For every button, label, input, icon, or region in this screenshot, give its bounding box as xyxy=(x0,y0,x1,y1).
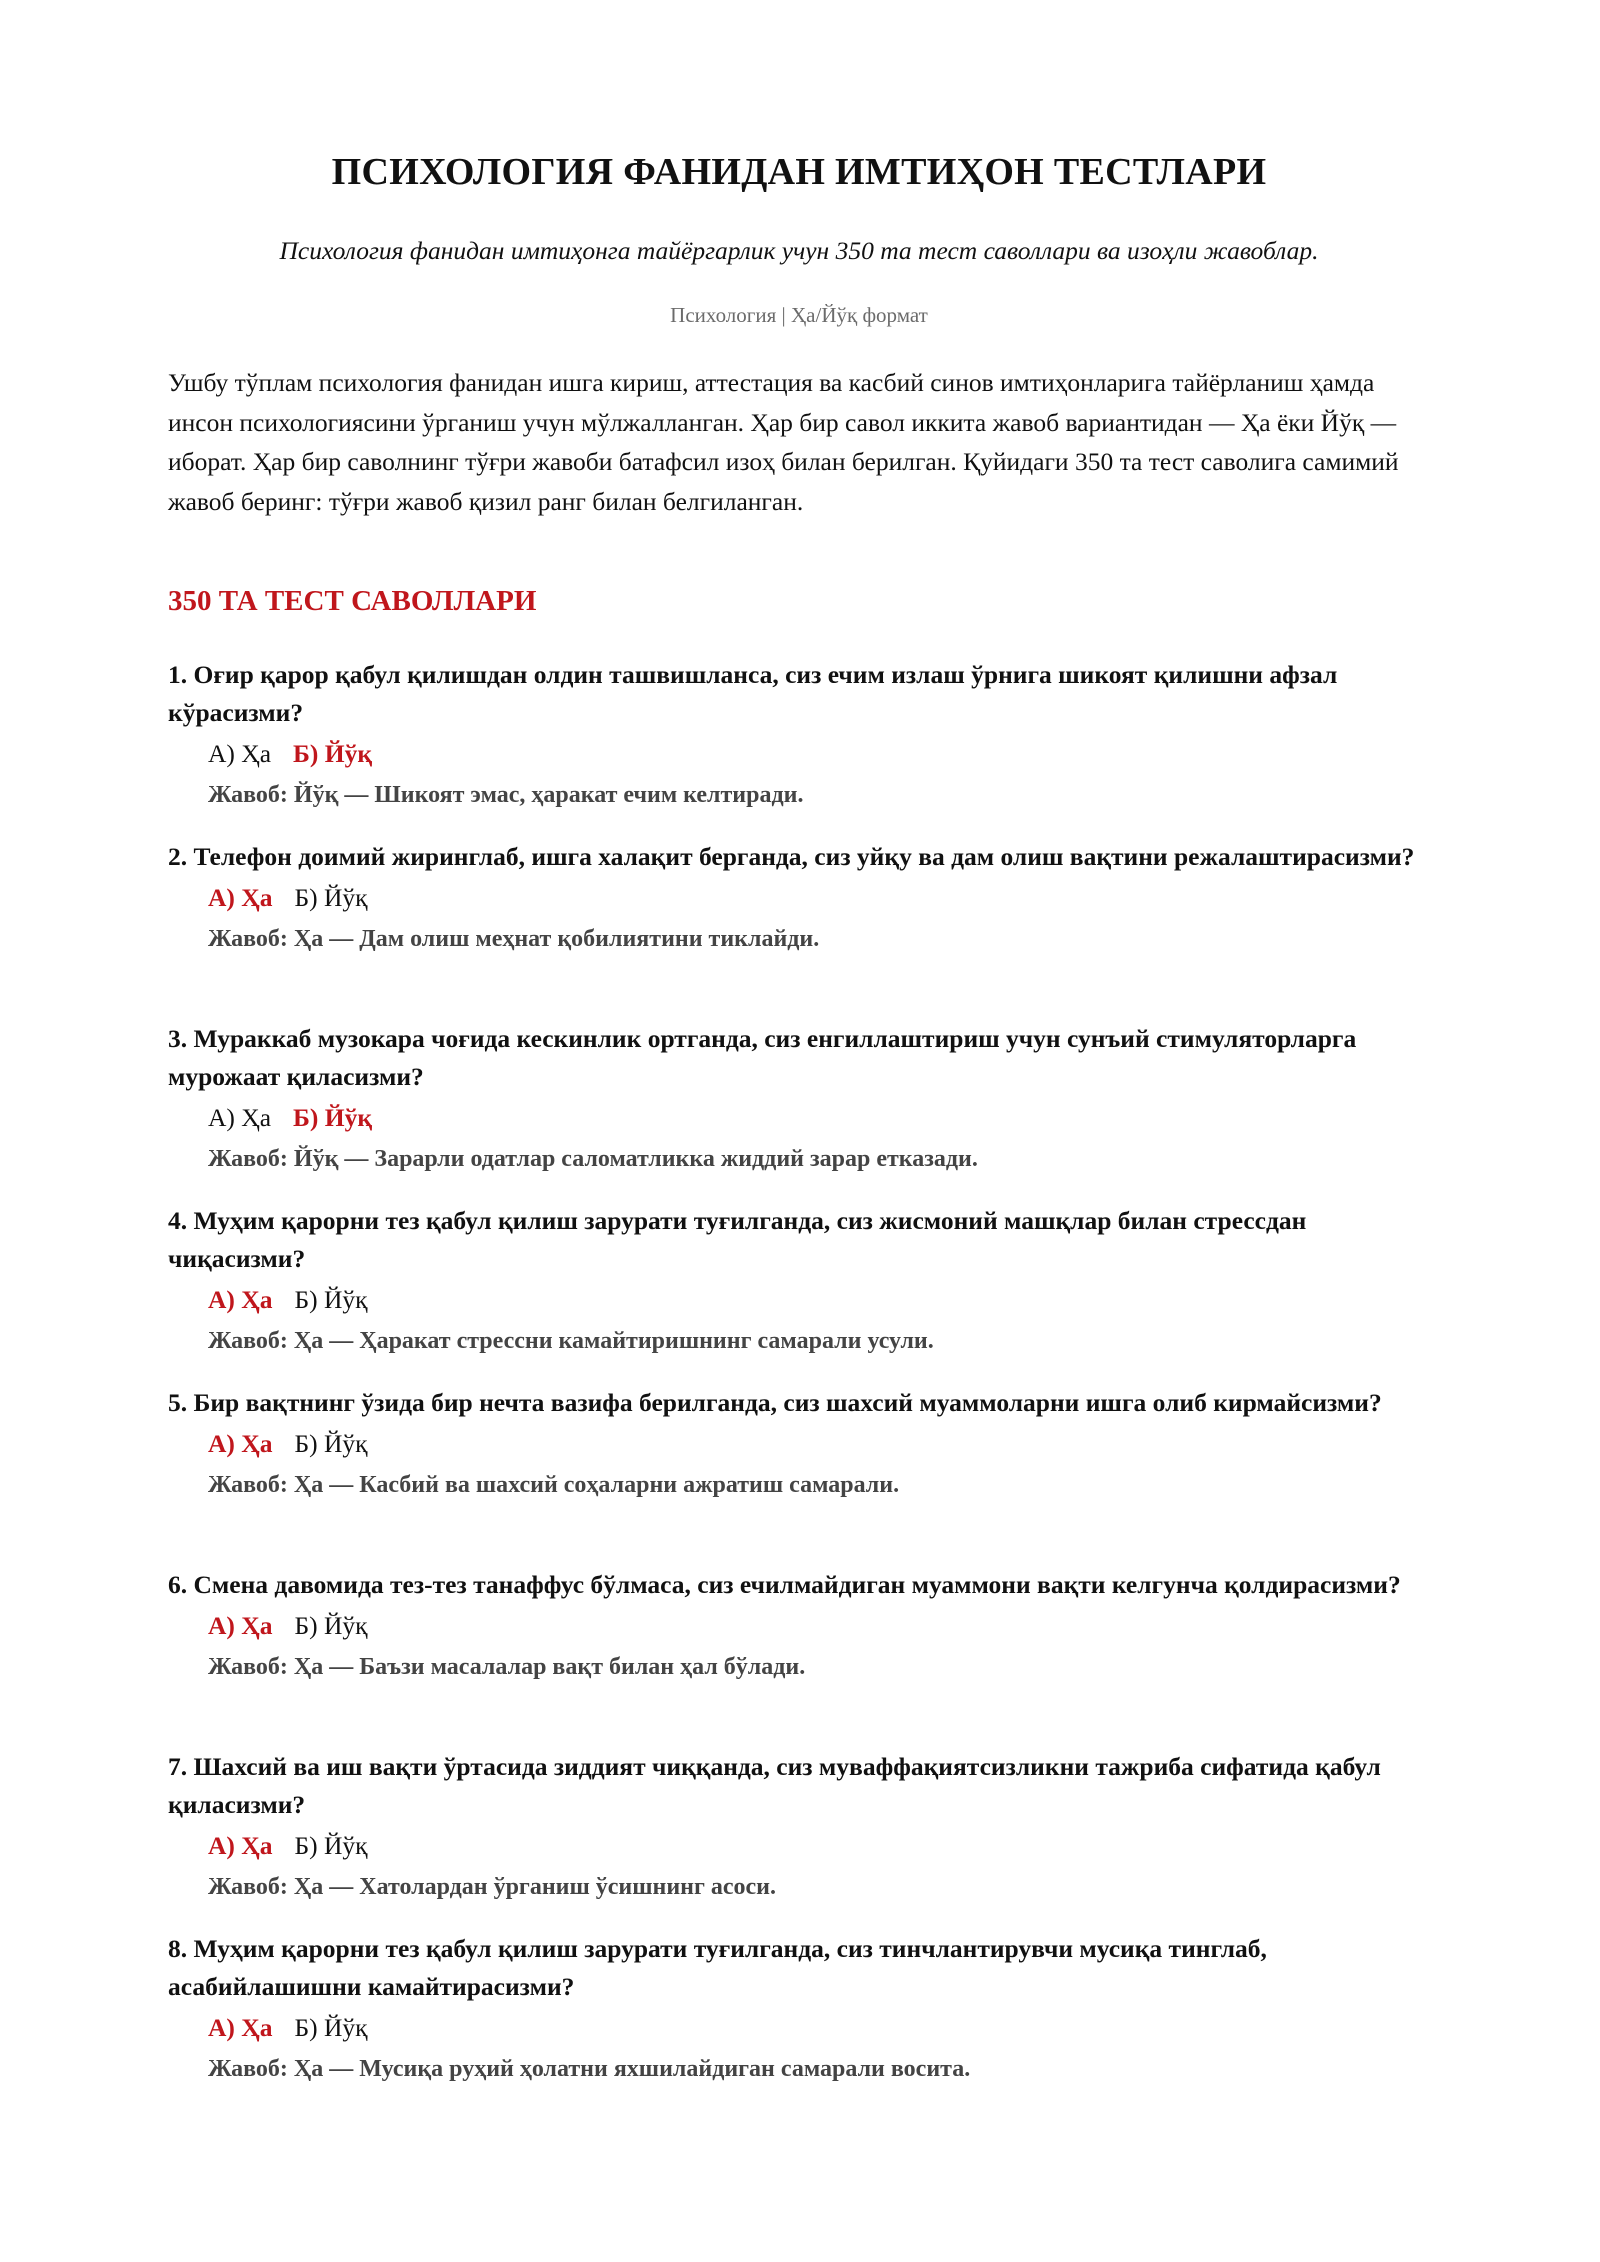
correct-option: А) Ҳа xyxy=(208,1611,273,1640)
answer-explanation: Жавоб: Ҳа — Баъзи масалалар вақт билан ҳал бўлади. xyxy=(208,1654,806,1680)
answer-options xyxy=(208,879,1430,917)
answer-explanation: Жавоб: Йўқ — Зарарли одатлар саломатликка жиддий зарар етказади. xyxy=(208,1146,978,1172)
question-text: 6. Смена давомида тез-тез танаффус бўлмаса, сиз ечилмайдиган муаммони вақти келгунча қолдирасизми? xyxy=(168,1570,1401,1599)
correct-option: А) Ҳа xyxy=(208,1429,273,1458)
answer-explanation: Жавоб: Ҳа — Хатолардан ўрганиш ўсишнинг асоси. xyxy=(208,1874,777,1900)
answer-options xyxy=(208,1827,1430,1865)
page-subtitle: Психология фанидан имтиҳонга тайёргарлик учун 350 та тест саволлари ва изоҳли жавоблар. xyxy=(279,236,1319,265)
question-item xyxy=(168,1202,1430,1384)
answer-option: Б) Йўқ xyxy=(294,1429,368,1458)
correct-option: А) Ҳа xyxy=(208,2013,273,2042)
answer-explanation: Жавоб: Ҳа — Мусиқа руҳий ҳолатни яхшилайдиган самарали восита. xyxy=(208,2056,971,2082)
question-item xyxy=(168,656,1430,838)
question-item xyxy=(168,1566,1430,1748)
answer-explanation: Жавоб: Ҳа — Ҳаракат стрессни камайтиришнинг самарали усули. xyxy=(208,1328,934,1354)
question-item xyxy=(168,1748,1430,1930)
correct-option: А) Ҳа xyxy=(208,883,273,912)
page-title: ПСИХОЛОГИЯ ФАНИДАН ИМТИҲОН ТЕСТЛАРИ xyxy=(331,151,1267,193)
answer-options xyxy=(208,1099,1430,1137)
answer-explanation: Жавоб: Йўқ — Шикоят эмас, ҳаракат ечим келтиради. xyxy=(208,782,804,808)
correct-option: А) Ҳа xyxy=(208,1285,273,1314)
answer-option: Б) Йўқ xyxy=(294,1285,368,1314)
answer-option: Б) Йўқ xyxy=(294,1831,368,1860)
answer-option: Б) Йўқ xyxy=(294,2013,368,2042)
subject-format-line: Психология | Ҳа/Йўқ формат xyxy=(670,303,928,327)
question-text: 2. Телефон доимий жиринглаб, ишга халақит берганда, сиз уйқу ва дам олиш вақтини режалаштирасизми? xyxy=(168,842,1415,871)
question-item xyxy=(168,1020,1430,1202)
question-text: 4. Муҳим қарорни тез қабул қилиш зарурати туғилганда, сиз жисмоний машқлар билан стрессдан чиқасизми? xyxy=(168,1206,1307,1273)
answer-explanation: Жавоб: Ҳа — Дам олиш меҳнат қобилиятини тиклайди. xyxy=(208,926,820,952)
correct-option: Б) Йўқ xyxy=(293,739,373,768)
correct-option: А) Ҳа xyxy=(208,1831,273,1860)
question-text: 1. Оғир қарор қабул қилишдан олдин ташвишланса, сиз ечим излаш ўрнига шикоят қилишни афзал кўрасизми? xyxy=(168,660,1338,727)
question-item xyxy=(168,1384,1430,1566)
question-item xyxy=(168,838,1430,1020)
intro-paragraph: Ушбу тўплам психология фанидан ишга кириш, аттестация ва касбий синов имтиҳонларига тайёрланиш ҳамда инсон психологиясини ўрганиш учун мўлжалланган. Ҳар бир савол иккита жавоб вариантидан — Ҳа ёки Йўқ — иборат. Ҳар бир саволнинг тўғри жавоби батафсил изоҳ билан берилган. Қуйидаги 350 та тест саволига самимий жавоб беринг: тўғри жавоб қизил ранг билан белгиланган. xyxy=(168,368,1399,516)
question-text: 8. Муҳим қарорни тез қабул қилиш зарурати туғилганда, сиз тинчлантирувчи мусиқа тинглаб, асабийлашишни камайтирасизми? xyxy=(168,1934,1267,2001)
answer-option: Б) Йўқ xyxy=(294,1611,368,1640)
answer-options xyxy=(208,735,1430,773)
answer-options xyxy=(208,2009,1430,2047)
question-text: 7. Шахсий ва иш вақти ўртасида зиддият чиққанда, сиз муваффақиятсизликни тажриба сифатида қабул қиласизми? xyxy=(168,1752,1381,1819)
answer-explanation: Жавоб: Ҳа — Касбий ва шахсий соҳаларни ажратиш самарали. xyxy=(208,1472,900,1498)
section-heading: 350 ТА ТЕСТ САВОЛЛАРИ xyxy=(168,585,537,617)
question-item xyxy=(168,1930,1430,2112)
answer-option: Б) Йўқ xyxy=(294,883,368,912)
answer-options xyxy=(208,1281,1430,1319)
question-text: 5. Бир вақтнинг ўзида бир нечта вазифа берилганда, сиз шахсий муаммоларни ишга олиб кирмайсизми? xyxy=(168,1388,1382,1417)
answer-option: А) Ҳа xyxy=(208,1103,272,1132)
answer-option: А) Ҳа xyxy=(208,739,272,768)
answer-options xyxy=(208,1607,1430,1645)
correct-option: Б) Йўқ xyxy=(293,1103,373,1132)
question-list xyxy=(168,656,1430,2112)
answer-options xyxy=(208,1425,1430,1463)
question-text: 3. Мураккаб музокара чоғида кескинлик ортганда, сиз енгиллаштириш учун сунъий стимуляторларга мурожаат қиласизми? xyxy=(168,1024,1357,1091)
